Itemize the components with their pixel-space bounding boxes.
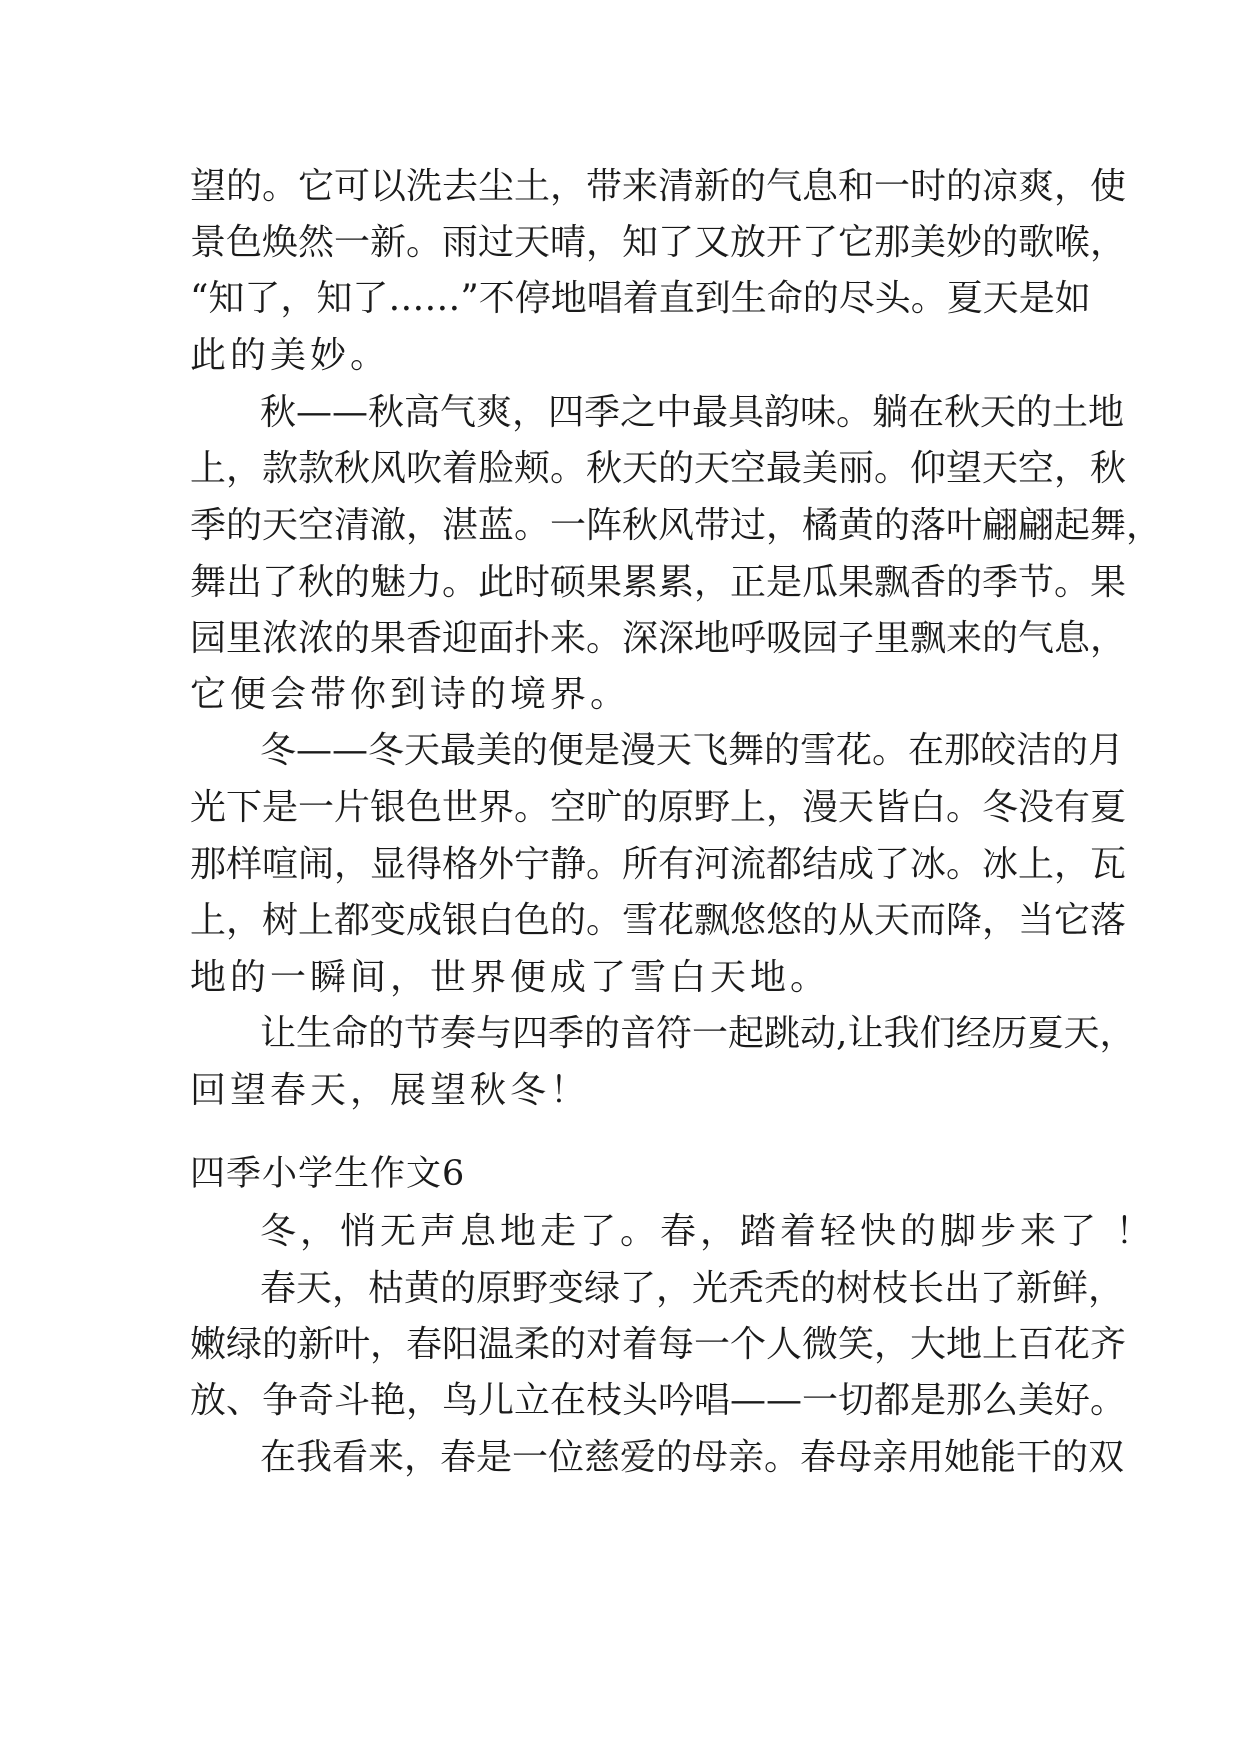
text-line: 季的天空清澈，湛蓝。一阵秋风带过，橘黄的落叶翩翩起舞， — [190, 505, 1163, 546]
text-line: 冬，悄无声息地走了。春，踏着轻快的脚步来了 ！ — [260, 1211, 1156, 1252]
text-line: 那样喧闹，显得格外宁静。所有河流都结成了冰。冰上，瓦 — [190, 844, 1127, 885]
text-line: 春天，枯黄的原野变绿了，光秃秃的树枝长出了新鲜， — [260, 1268, 1125, 1309]
text-line: 望的。它可以洗去尘土，带来清新的气息和一时的凉爽，使 — [190, 166, 1127, 207]
section-heading: 四季小学生作文6 — [190, 1154, 466, 1194]
text-line: 冬——冬天最美的便是漫天飞舞的雪花。在那皎洁的月 — [260, 730, 1125, 771]
text-line: 上，树上都变成银白色的。雪花飘悠悠的从天而降，当它落 — [190, 900, 1127, 941]
text-line: 景色焕然一新。雨过天晴，知了又放开了它那美妙的歌喉， — [190, 222, 1127, 263]
text-line: 在我看来，春是一位慈爱的母亲。春母亲用她能干的双 — [260, 1437, 1125, 1478]
text-line: 园里浓浓的果香迎面扑来。深深地呼吸园子里飘来的气息， — [190, 618, 1127, 659]
text-line: 嫩绿的新叶，春阳温柔的对着每一个人微笑，大地上百花齐 — [190, 1324, 1127, 1365]
text-line: 上，款款秋风吹着脸颊。秋天的天空最美丽。仰望天空，秋 — [190, 448, 1127, 489]
text-line: 它便会带你到诗的境界。 — [190, 674, 631, 715]
text-line: 放、争奇斗艳，鸟儿立在枝头吟唱——一切都是那么美好。 — [190, 1380, 1127, 1421]
text-line: 此的美妙。 — [190, 335, 391, 376]
text-line: 光下是一片银色世界。空旷的原野上，漫天皆白。冬没有夏 — [190, 787, 1127, 828]
text-line: 地的一瞬间，世界便成了雪白天地。 — [190, 957, 831, 998]
text-line: 让生命的节奏与四季的音符一起跳动,让我们经历夏天， — [260, 1013, 1136, 1054]
text-line: 回望春天，展望秋冬！ — [190, 1070, 591, 1111]
text-line: 秋——秋高气爽，四季之中最具韵味。躺在秋天的土地 — [260, 392, 1125, 433]
text-line: “知了，知了……”不停地唱着直到生命的尽头。夏天是如 — [190, 278, 1091, 319]
text-line: 舞出了秋的魅力。此时硕果累累，正是瓜果飘香的季节。果 — [190, 562, 1127, 603]
